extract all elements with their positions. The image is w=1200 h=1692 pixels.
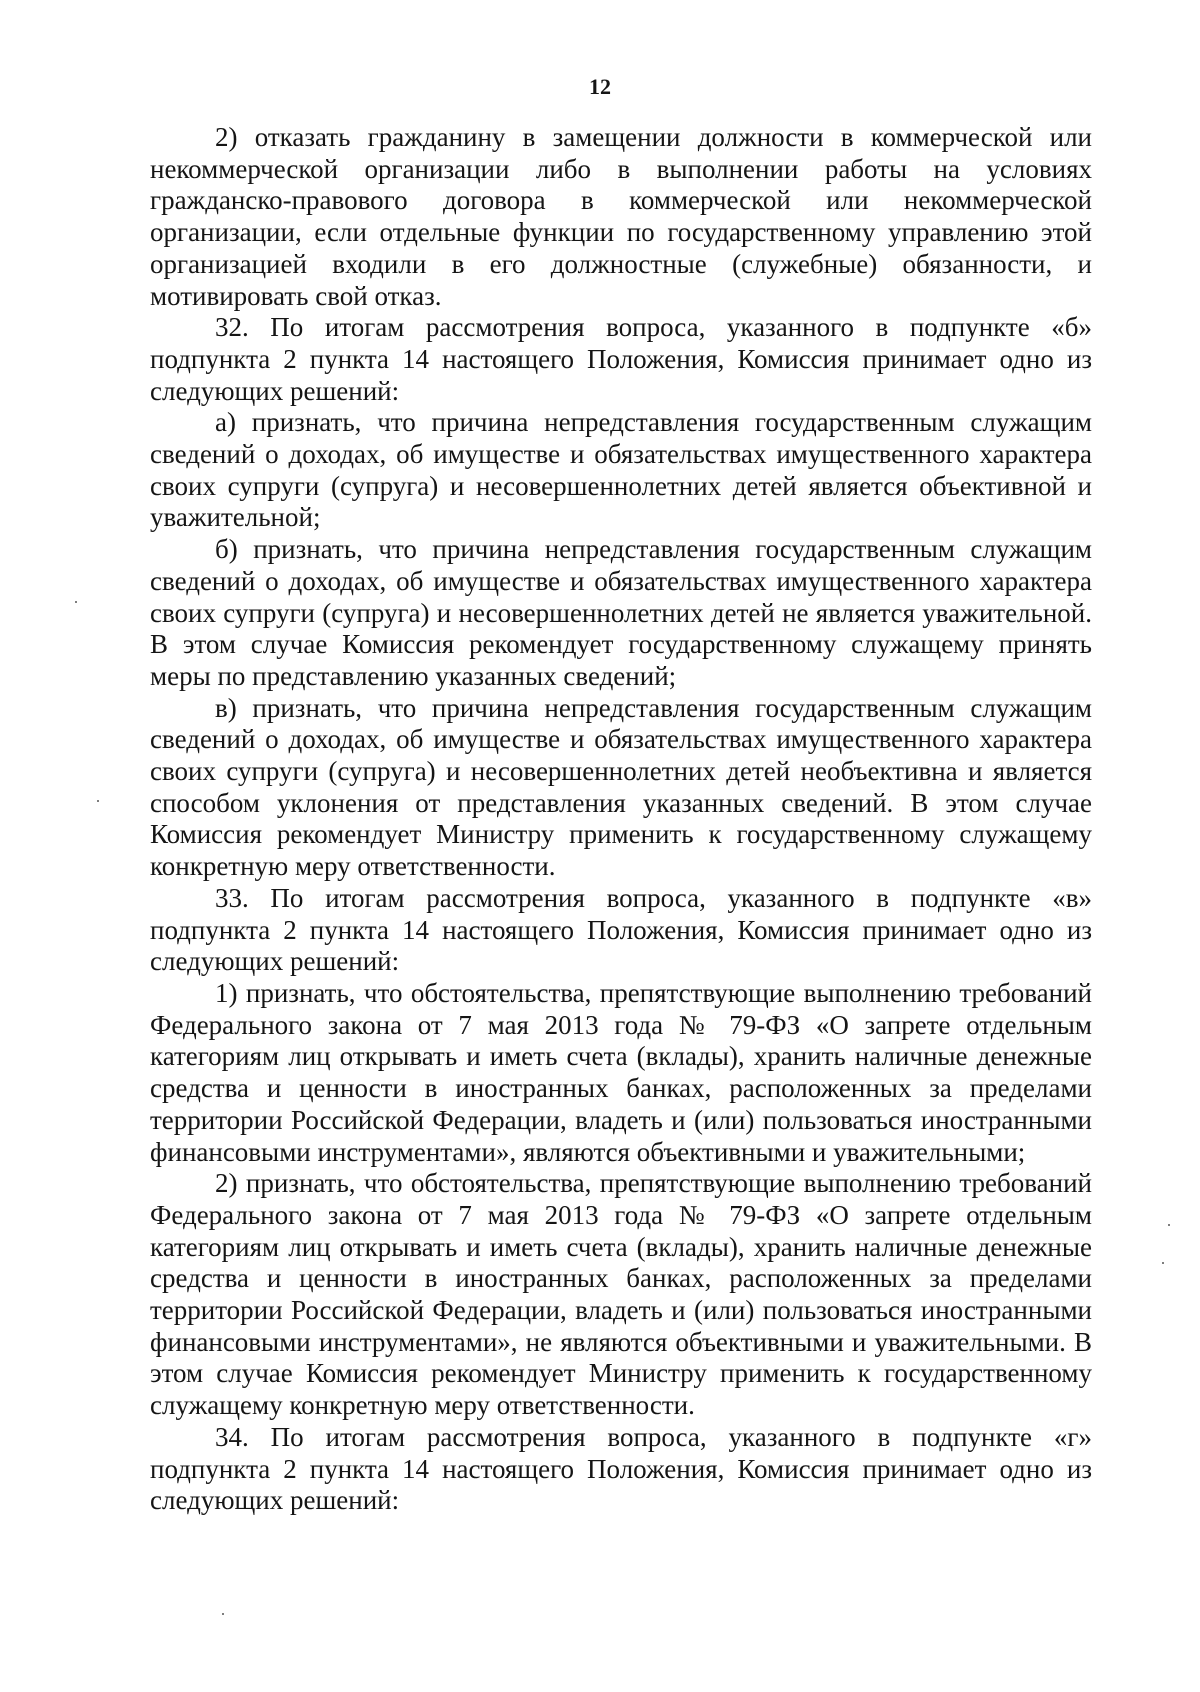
paragraph-34-intro: 34. По итогам рассмотрения вопроса, указанного в подпункте «г» подпункта 2 пункта 14 настоящего Положения, Комиссия принимает одно из следующих решений:	[150, 1421, 1092, 1516]
paragraph-32-v: в) признать, что причина непредставления государственным служащим сведений о доходах, об имуществе и обязательствах имущественного характера своих супруги (супруга) и несовершеннолетних детей необъективна и является способом уклонения от представления указанных сведений. В этом случае Комиссия рекомендует Министру применить к государственному служащему конкретную меру ответственности.	[150, 692, 1092, 882]
scan-speck	[1162, 1262, 1164, 1264]
scan-speck	[97, 800, 99, 802]
paragraph-32-b: б) признать, что причина непредставления государственным служащим сведений о доходах, об имуществе и обязательствах имущественного характера своих супруги (супруга) и несовершеннолетних детей не является уважительной. В этом случае Комиссия рекомендует государственному служащему принять меры по представлению указанных сведений;	[150, 534, 1092, 691]
page-number: 12	[589, 74, 611, 99]
paragraph-2-refuse-citizen: 2) отказать гражданину в замещении должности в коммерческой или некоммерческой организации либо в выполнении работы на условиях гражданско-правового договора в коммерческой или некоммерческой организации, если отдельные функции по государственному управлению этой организацией входили в его должностные (служебные) обязанности, и мотивировать свой отказ.	[150, 122, 1092, 311]
document-body	[150, 122, 1092, 1517]
paragraph-33-2: 2) признать, что обстоятельства, препятствующие выполнению требований Федерального закона от 7 мая 2013 года № 79-ФЗ «О запрете отдельным категориям лиц открывать и иметь счета (вклады), хранить наличные денежные средства и ценности в иностранных банках, расположенных за пределами территории Российской Федерации, владеть и (или) пользоваться иностранными финансовыми инструментами», не являются объективными и уважительными. В этом случае Комиссия рекомендует Министру применить к государственному служащему конкретную меру ответственности.	[150, 1168, 1092, 1421]
scan-speck	[1168, 1224, 1170, 1226]
paragraph-33-1: 1) признать, что обстоятельства, препятствующие выполнению требований Федерального закона от 7 мая 2013 года № 79-ФЗ «О запрете отдельным категориям лиц открывать и иметь счета (вклады), хранить наличные денежные средства и ценности в иностранных банках, расположенных за пределами территории Российской Федерации, владеть и (или) пользоваться иностранными финансовыми инструментами», являются объективными и уважительными;	[150, 977, 1092, 1167]
scan-speck	[222, 1613, 224, 1615]
paragraph-32-a: а) признать, что причина непредставления государственным служащим сведений о доходах, об имуществе и обязательствах имущественного характера своих супруги (супруга) и несовершеннолетних детей является объективной и уважительной;	[150, 407, 1092, 533]
paragraph-32-intro: 32. По итогам рассмотрения вопроса, указанного в подпункте «б» подпункта 2 пункта 14 настоящего Положения, Комиссия принимает одно из следующих решений:	[150, 312, 1092, 406]
scan-speck	[75, 601, 77, 603]
paragraph-33-intro: 33. По итогам рассмотрения вопроса, указанного в подпункте «в» подпункта 2 пункта 14 настоящего Положения, Комиссия принимает одно из следующих решений:	[150, 882, 1092, 977]
